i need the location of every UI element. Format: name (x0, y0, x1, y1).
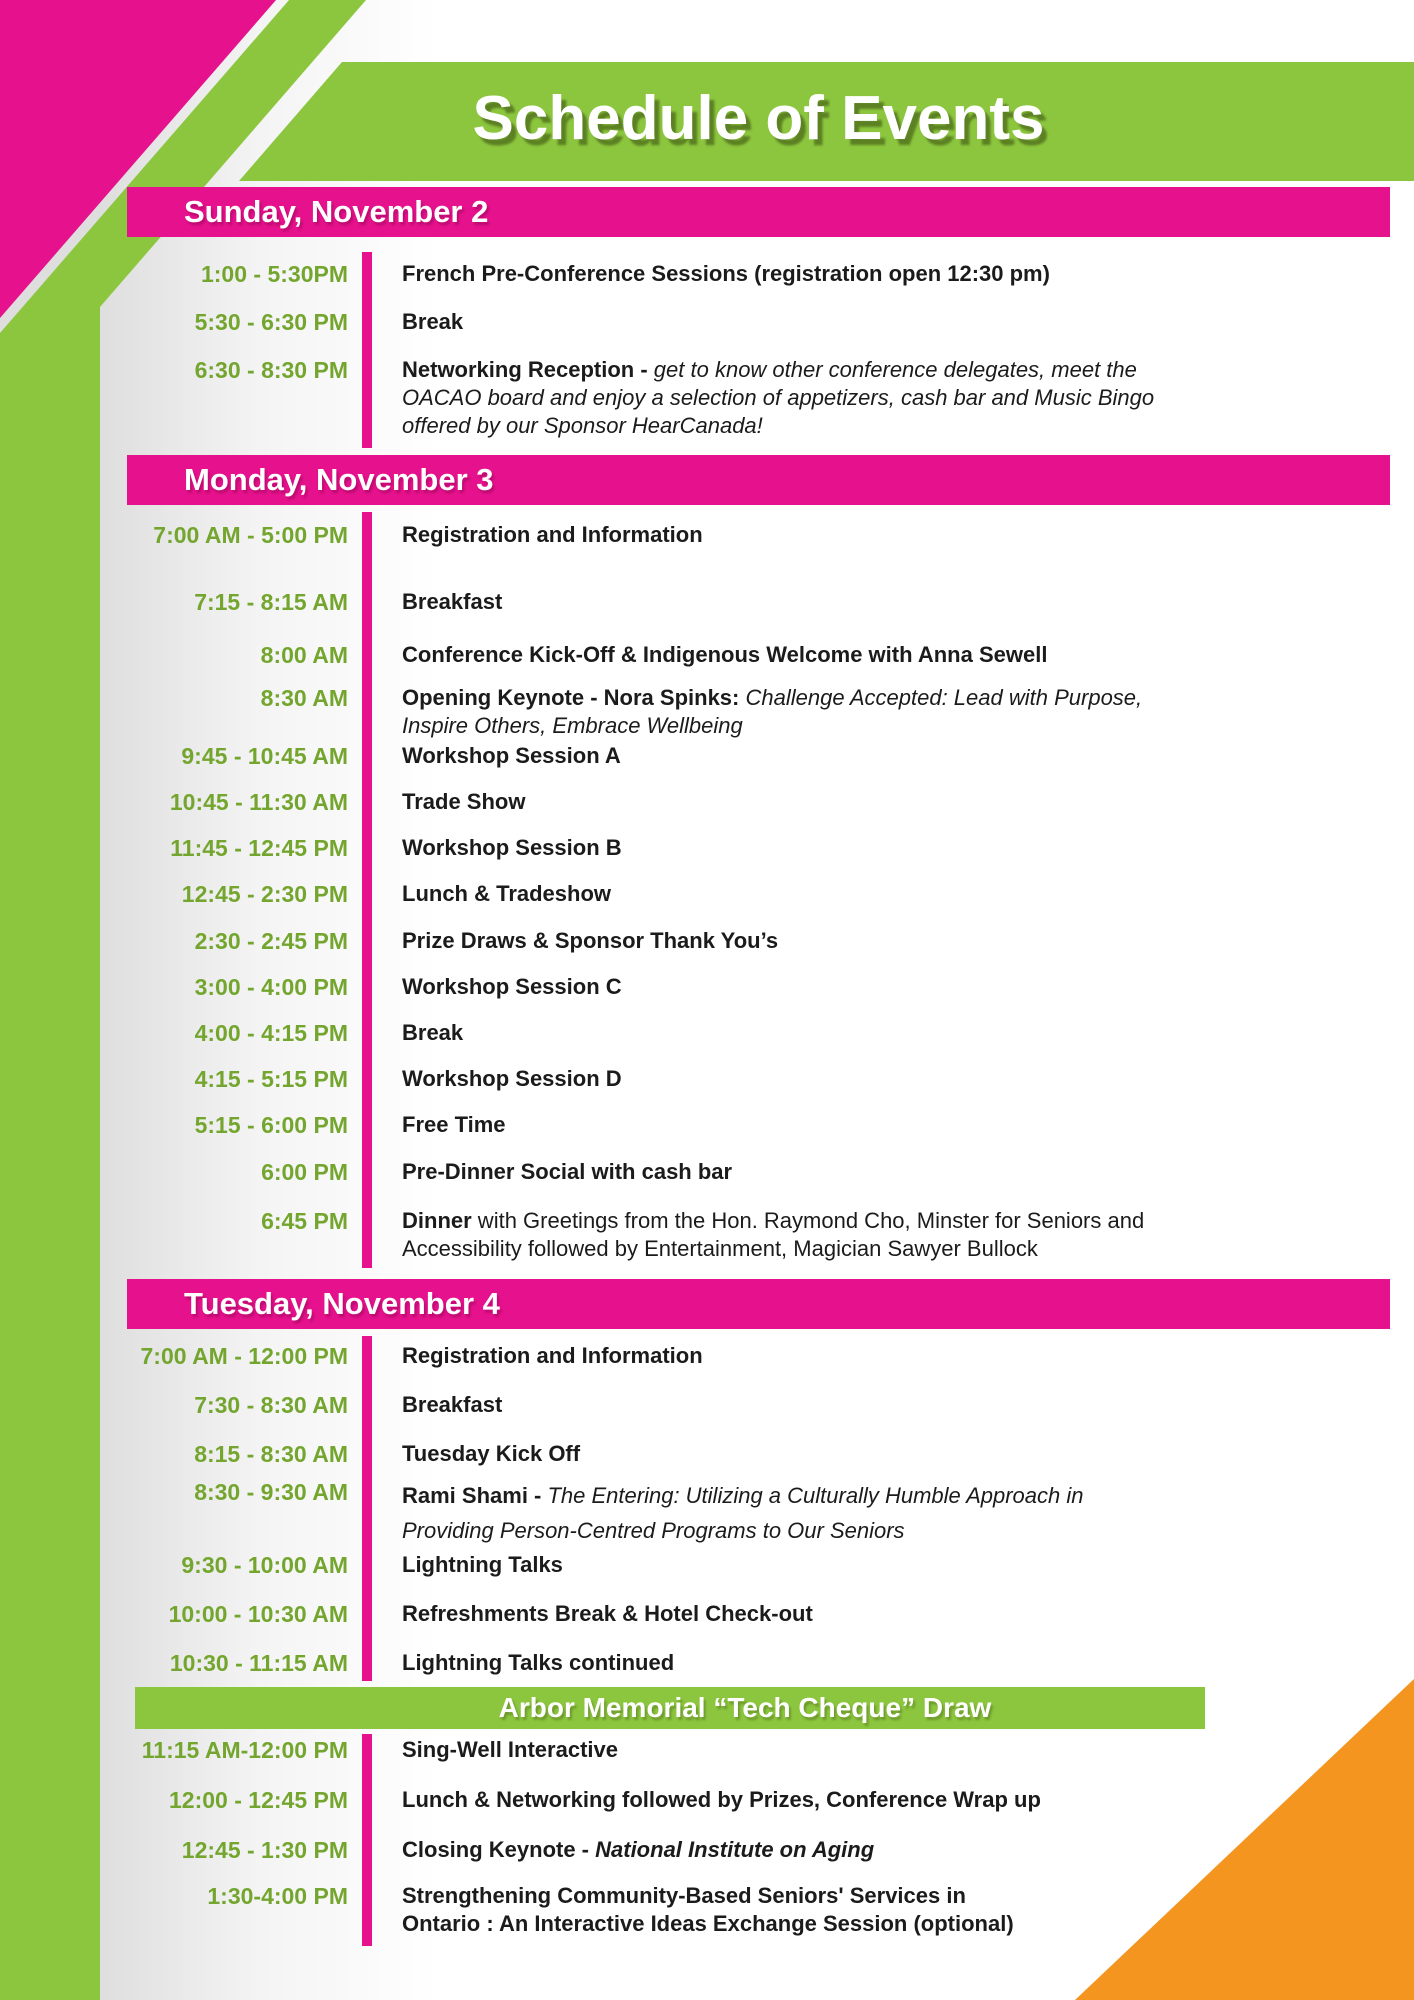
section-divider (362, 1734, 372, 1946)
day-banner-tuesday: Tuesday, November 4 (127, 1279, 1390, 1329)
event-desc (402, 1882, 1014, 1938)
event-desc: Lunch & Tradeshow (402, 881, 612, 906)
event-time: 11:15 AM-12:00 PM (141, 1737, 348, 1763)
event-time: 12:00 - 12:45 PM (169, 1787, 348, 1813)
event-time: 4:15 - 5:15 PM (194, 1066, 348, 1092)
event-desc (402, 356, 1217, 440)
event-time: 8:00 AM (260, 642, 348, 668)
event-time: 6:45 PM (261, 1208, 348, 1234)
event-time: 7:00 AM - 5:00 PM (153, 522, 348, 548)
event-detail: The Entering: Utilizing a Culturally Humble Approach in Providing Person-Centred Programs to Our Seniors (402, 1483, 1084, 1543)
event-time: 8:30 - 9:30 AM (194, 1479, 348, 1505)
event-desc: Break (402, 309, 464, 334)
event-desc: Tuesday Kick Off (402, 1441, 581, 1466)
event-desc: Lightning Talks (402, 1552, 563, 1577)
event-desc (402, 1207, 1217, 1263)
event-time: 8:15 - 8:30 AM (194, 1441, 348, 1467)
event-desc: Registration and Information (402, 1343, 703, 1368)
event-detail: with Greetings from the Hon. Raymond Cho, Minster for Seniors and Accessibility followed by Entertainment, Magician Sawyer Bullock (402, 1208, 1145, 1261)
event-time: 6:30 - 8:30 PM (194, 357, 348, 383)
event-desc: Break (402, 1020, 464, 1045)
event-desc: Workshop Session C (402, 974, 622, 999)
event-desc: Prize Draws & Sponsor Thank You’s (402, 928, 779, 953)
section-divider (362, 252, 372, 448)
event-desc (402, 1478, 1177, 1548)
arbor-memorial-banner (135, 1687, 1205, 1729)
event-time: 1:30-4:00 PM (207, 1883, 348, 1909)
event-desc: Workshop Session B (402, 835, 622, 860)
event-detail: get to know other conference delegates, meet the OACAO board and enjoy a selection of appetizers, cash bar and Music Bingo offered by our Sponsor HearCanada! (402, 357, 1155, 438)
event-lead: Dinner (402, 1208, 472, 1233)
event-time: 12:45 - 1:30 PM (181, 1837, 348, 1863)
event-time: 9:30 - 10:00 AM (181, 1552, 348, 1578)
event-lead-line2: Ontario : An Interactive Ideas Exchange Session (optional) (402, 1911, 1014, 1936)
event-time: 9:45 - 10:45 AM (181, 743, 348, 769)
event-detail: National Institute on Aging (595, 1837, 875, 1862)
event-desc: Refreshments Break & Hotel Check-out (402, 1601, 813, 1626)
event-time: 5:30 - 6:30 PM (194, 309, 348, 335)
event-time: 8:30 AM (260, 685, 348, 711)
event-lead: Rami Shami - (402, 1483, 548, 1508)
event-desc: Trade Show (402, 789, 526, 814)
event-desc: Breakfast (402, 589, 503, 614)
event-lead: Opening Keynote - Nora Spinks: (402, 685, 746, 710)
event-time: 10:30 - 11:15 AM (169, 1650, 348, 1676)
event-desc: Workshop Session D (402, 1066, 622, 1091)
section-divider (362, 1336, 372, 1681)
event-lead: Networking Reception - (402, 357, 654, 382)
event-time: 3:00 - 4:00 PM (194, 974, 348, 1000)
page-title: Schedule of Events (472, 84, 1045, 153)
event-desc (402, 1836, 874, 1864)
event-desc: Lunch & Networking followed by Prizes, Conference Wrap up (402, 1787, 1041, 1812)
event-time: 11:45 - 12:45 PM (170, 835, 348, 861)
event-desc: Conference Kick-Off & Indigenous Welcome with Anna Sewell (402, 642, 1048, 667)
day-banner-monday: Monday, November 3 (127, 455, 1390, 505)
event-time: 6:00 PM (261, 1159, 348, 1185)
event-desc: Sing-Well Interactive (402, 1737, 618, 1762)
event-lead: Closing Keynote - (402, 1837, 596, 1862)
event-desc: French Pre-Conference Sessions (registration open 12:30 pm) (402, 261, 1050, 286)
event-desc: Registration and Information (402, 522, 703, 547)
event-desc (402, 684, 1202, 740)
event-desc: Lightning Talks continued (402, 1650, 675, 1675)
event-time: 7:00 AM - 12:00 PM (140, 1343, 348, 1369)
section-divider (362, 512, 372, 1268)
event-desc: Pre-Dinner Social with cash bar (402, 1159, 733, 1184)
event-time: 7:30 - 8:30 AM (194, 1392, 348, 1418)
event-time: 5:15 - 6:00 PM (194, 1112, 348, 1138)
event-time: 1:00 - 5:30PM (200, 261, 348, 287)
event-time: 10:45 - 11:30 AM (169, 789, 348, 815)
arbor-memorial-banner-label: Arbor Memorial “Tech Cheque” Draw (498, 1692, 992, 1723)
event-desc: Breakfast (402, 1392, 503, 1417)
event-time: 10:00 - 10:30 AM (168, 1601, 348, 1627)
event-time: 2:30 - 2:45 PM (194, 928, 348, 954)
day-banner-sunday: Sunday, November 2 (127, 187, 1390, 237)
event-desc: Workshop Session A (402, 743, 621, 768)
event-time: 7:15 - 8:15 AM (194, 589, 348, 615)
event-detail: Challenge Accepted: Lead with Purpose, Inspire Others, Embrace Wellbeing (402, 685, 1143, 738)
event-time: 12:45 - 2:30 PM (181, 881, 348, 907)
event-lead: Strengthening Community-Based Seniors' Services in (402, 1883, 966, 1908)
event-desc: Free Time (402, 1112, 506, 1137)
event-time: 4:00 - 4:15 PM (194, 1020, 348, 1046)
